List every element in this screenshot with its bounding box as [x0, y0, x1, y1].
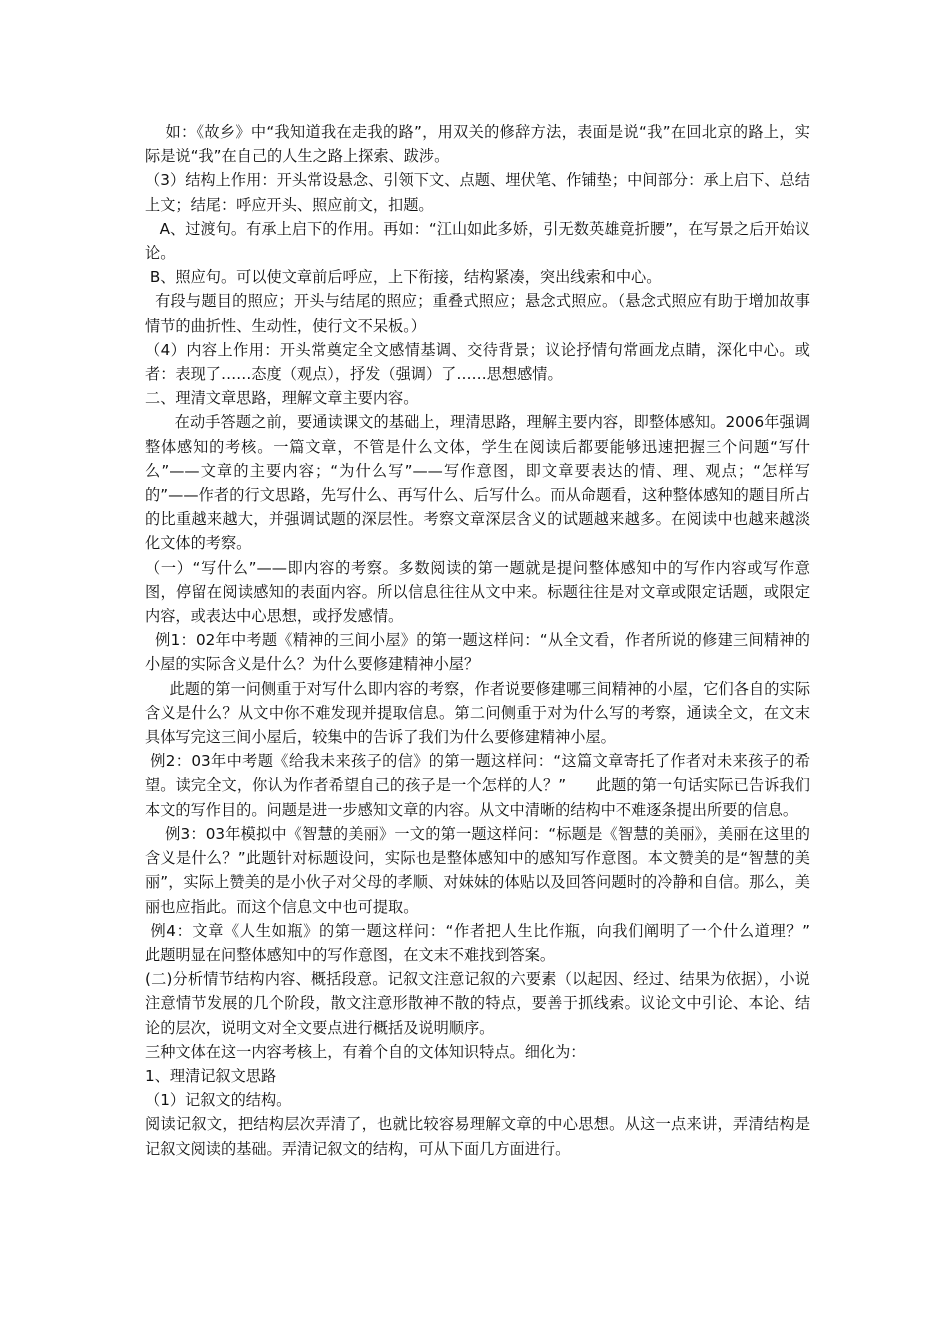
paragraph: 例1：02年中考题《精神的三间小屋》的第一题这样问：“从全文看，作者所说的修建三间精神的小屋的实际含义是什么？为什么要修建精神小屋？ — [145, 631, 810, 674]
paragraph: 如：《故乡》中“我知道我在走我的路”，用双关的修辞方法，表面是说“我”在回北京的路上，实际是说“我”在自己的人生之路上探索、跋涉。 — [145, 123, 810, 166]
subsection-heading: （1）记叙文的结构。 — [145, 1091, 292, 1110]
paragraph: （一）“写什么”——即内容的考察。多数阅读的第一题就是提问整体感知中的写作内容或写作意图，停留在阅读感知的表面内容。所以信息往往从文中来。标题往往是对文章或限定话题，或限定内容，或表达中心思想，或抒发感情。 — [145, 558, 810, 626]
subsection-heading: 1、理清记叙文思路 — [145, 1066, 277, 1085]
paragraph: 例3：03年模拟中《智慧的美丽》一文的第一题这样问：“标题是《智慧的美丽》，美丽在这里的含义是什么？”此题针对标题设问，实际也是整体感知中的感知写作意图。本文赞美的是“智慧的美丽”，实际上赞美的是小伙子对父母的孝顺、对妹妹的体贴以及回答问题时的冷静和自信。那么，美丽也应指此。而这个信息文中也可提取。 — [145, 824, 810, 916]
paragraph: B、照应句。可以使文章前后呼应，上下衔接，结构紧凑，突出线索和中心。 — [145, 268, 662, 287]
section-heading: 二、理清文章思路，理解文章主要内容。 — [145, 389, 419, 408]
paragraph: 三种文体在这一内容考核上，有着个自的文体知识特点。细化为： — [145, 1042, 586, 1061]
paragraph: 有段与题目的照应；开头与结尾的照应；重叠式照应；悬念式照应。（悬念式照应有助于增加故事情节的曲折性、生动性，使行文不呆板。） — [145, 292, 810, 335]
paragraph: （3）结构上作用：开头常设悬念、引领下文、点题、埋伏笔、作铺垫；中间部分：承上启下、总结上文；结尾：呼应开头、照应前文，扣题。 — [145, 171, 810, 214]
paragraph: A、过渡句。有承上启下的作用。再如：“江山如此多娇，引无数英雄竟折腰”，在写景之后开始议论。 — [145, 219, 810, 263]
paragraph: 此题的第一问侧重于对写什么即内容的考察，作者说要修建哪三间精神的小屋，它们各自的实际含义是什么？从文中你不难发现并提取信息。第二问侧重于对为什么写的考察，通读全文，在文末具体写完这三间小屋后，较集中的告诉了我们为什么要修建精神小屋。 — [145, 679, 811, 747]
paragraph: 例2：03年中考题《给我未来孩子的信》的第一题这样问：“这篇文章寄托了作者对未来孩子的希望。读完全文，你认为作者希望自己的孩子是一个怎样的人？” 此题的第一句话实际已告诉我们本文的写作目的。问题是进一步感知文章的内容。从文中清晰的结构中不难逐条提出所要的信息。 — [145, 752, 811, 819]
paragraph: 例4：文章《人生如瓶》的第一题这样问：“作者把人生比作瓶，向我们阐明了一个什么道理？” 此题明显在问整体感知中的写作意图，在文末不难找到答案。 — [145, 921, 839, 964]
paragraph: (二)分析情节结构内容、概括段意。记叙文注意记叙的六要素（以起因、经过、结果为依据），小说注意情节发展的几个阶段，散文注意形散神不散的特点，要善于抓线索。议论文中引论、本论、结论的层次，说明文对全文要点进行概括及说明顺序。 — [145, 970, 810, 1037]
document-body — [145, 120, 839, 1161]
paragraph: 阅读记叙文，把结构层次弄清了，也就比较容易理解文章的中心思想。从这一点来讲，弄清结构是记叙文阅读的基础。弄清记叙文的结构，可从下面几方面进行。 — [145, 1115, 810, 1158]
paragraph: （4）内容上作用：开头常奠定全文感情基调、交待背景；议论抒情句常画龙点睛，深化中心。或者：表现了……态度（观点），抒发（强调）了……思想感情。 — [145, 340, 810, 384]
paragraph: 在动手答题之前，要通读课文的基础上，理清思路，理解主要内容，即整体感知。2006年强调整体感知的考核。一篇文章，不管是什么文体，学生在阅读后都要能够迅速把握三个问题“写什么”——文章的主要内容；“为什么写”——写作意图，即文章要表达的情、理、观点；“怎样写的”——作者的行文思路，先写什么、再写什么、后写什么。而从命题看，这种整体感知的题目所占的比重越来越大，并强调试题的深层性。考察文章深层含义的试题越来越多。在阅读中也越来越淡化文体的考察。 — [145, 413, 811, 553]
